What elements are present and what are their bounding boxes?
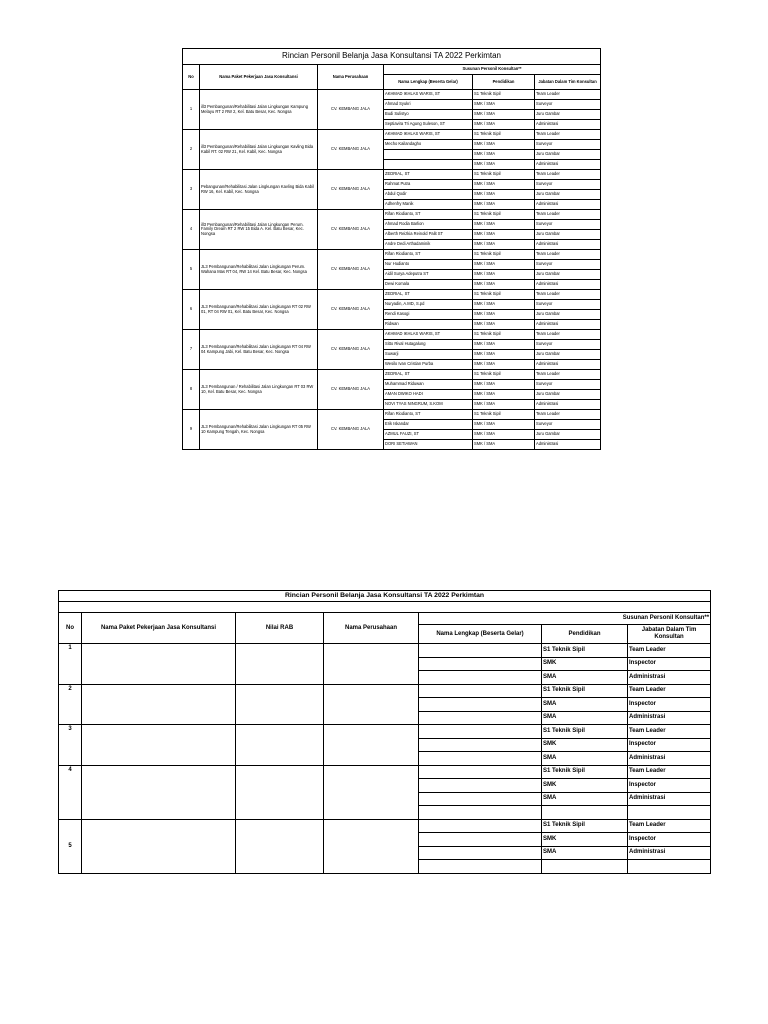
header-no: No [59,613,82,644]
personnel-name-cell [419,819,542,833]
header-susunan: Susunan Personil Konsultan** [419,613,711,625]
personnel-education: S1 Teknik Sipil [473,90,535,100]
personnel-education: SMA [542,698,628,712]
row-number: 5 [59,819,82,873]
package-name: Pebangunan/Rehabilitasi Jalan Lingkungan Kavling Bida Kabil RW 16, Kel. Kabil, Kec. Nongsa [200,170,318,210]
personnel-education: SMK / SMA [473,200,535,210]
personnel-role [628,806,711,820]
row-number: 1 [59,644,82,685]
personnel-education: S1 Teknik Sipil [542,725,628,739]
personnel-name [384,150,473,160]
package-name-cell [82,644,236,685]
table-row [59,819,711,833]
personnel-name-cell [419,738,542,752]
personnel-role: Administrasi [535,280,601,290]
personnel-name-cell [419,806,542,820]
header-perusahaan: Nama Perusahaan [318,65,384,90]
row-number: 5 [183,250,200,290]
package-name: ill3 Pembangunan/Rehabilitasi Jalan Lingkungan Kavling Bida Kabil RT. 02 RW 21, Kel. Kabil, Kec. Nongsa [200,130,318,170]
header-no: No [183,65,200,90]
personnel-role: Administrasi [628,792,711,806]
personnel-education: S1 Teknik Sipil [473,130,535,140]
personnel-education: SMK / SMA [473,360,535,370]
rab-value-cell [236,765,324,819]
package-name: JL3 Pembangunan/Rehabilitasi Jalan Lingkungan Perum. Wahana Mas RT 04, RW 14 Kel. Batu Besar, Kec. Nongsa [200,250,318,290]
personnel-education: SMA [542,752,628,766]
table-row [59,644,711,658]
personnel-education: S1 Teknik Sipil [473,210,535,220]
company-name: CV. KEMBANG JALA [318,290,384,330]
personnel-education: SMK / SMA [473,400,535,410]
personnel-role: Surveyor [535,340,601,350]
personnel-role: Inspector [628,779,711,793]
personnel-role: Juru Gambar [535,270,601,280]
personnel-education: SMK / SMA [473,180,535,190]
personnel-role: Administrasi [628,711,711,725]
personnel-name: Septiavira Tri Agung Suleson, ST [384,120,473,130]
company-name-cell [324,684,419,725]
personnel-role: Team Leader [628,765,711,779]
personnel-name: Dewi Komala [384,280,473,290]
row-number: 6 [183,290,200,330]
header-paket: Nama Paket Pekerjaan Jasa Konsultansi [82,613,236,644]
personnel-role: Surveyor [535,140,601,150]
row-number: 4 [183,210,200,250]
package-name: JL3 Pembangunan/Rehabilitasi Jalan Lingkungan RT 04 RW 04 Kampung Jabi, Kel. Batu Besar, Kec. Nongsa [200,330,318,370]
personnel-role: Administrasi [535,200,601,210]
personnel-name: AZMUL FAUZI, ST [384,430,473,440]
table-row [183,370,601,380]
personnel-name: Alberth Reizkia Reinold Palit ST [384,230,473,240]
spacer-row [59,602,711,613]
personnel-role: Inspector [628,833,711,847]
table-row [59,725,711,739]
personnel-education: S1 Teknik Sipil [542,765,628,779]
personnel-name: Adhenfry Manik [384,200,473,210]
personnel-role: Administrasi [535,440,601,450]
personnel-name-cell [419,779,542,793]
personnel-role: Team Leader [628,684,711,698]
header-paket: Nama Paket Pekerjaan Jasa Konsultansi [200,65,318,90]
personnel-name: Rifan Riodianto, ST [384,210,473,220]
row-number: 4 [59,765,82,819]
table-row [59,684,711,698]
personnel-name-cell [419,765,542,779]
table-row [183,330,601,340]
personnel-name-cell [419,657,542,671]
personnel-education: SMK / SMA [473,350,535,360]
personnel-education: SMK / SMA [473,320,535,330]
personnel-role: Team Leader [535,130,601,140]
personnel-name: Budi Sulistyo [384,110,473,120]
personnel-role: Administrasi [535,400,601,410]
company-name-cell [324,765,419,819]
company-name: CV. KEMBANG JALA [318,410,384,450]
personnel-name: DORI SETIAWAN [384,440,473,450]
personnel-name-cell [419,711,542,725]
personnel-name: Andre Dedi Arthadaminik [384,240,473,250]
personnel-role: Team Leader [535,210,601,220]
personnel-name: AKHMAD IKHLAS WARIS, ST [384,130,473,140]
personnel-table-filled [182,48,601,450]
personnel-education: SMK / SMA [473,260,535,270]
personnel-role: Team Leader [628,644,711,658]
personnel-education: S1 Teknik Sipil [542,819,628,833]
table-row [183,250,601,260]
personnel-name: Nuryadin, A.MD, S.pd [384,300,473,310]
personnel-name: ZEDRIAL, ST [384,170,473,180]
personnel-role: Team Leader [535,170,601,180]
row-number: 3 [59,725,82,766]
personnel-role: Administrasi [535,160,601,170]
personnel-name: ZEDRIAL, ST [384,370,473,380]
personnel-education: SMK / SMA [473,380,535,390]
personnel-name: ZEDRIAL, ST [384,290,473,300]
personnel-name: AKHMAD IKHLAS WARIS, ST [384,330,473,340]
header-pendidikan: Pendidikan [473,75,535,90]
rab-value-cell [236,725,324,766]
package-name-cell [82,765,236,819]
table-row [183,130,601,140]
personnel-role: Team Leader [628,819,711,833]
personnel-name: AMAN DWIKO HADI [384,390,473,400]
personnel-name-cell [419,833,542,847]
personnel-name: Aidil Surya Adeputra ST [384,270,473,280]
personnel-education: SMK / SMA [473,100,535,110]
personnel-name: Wesilo Ivan Cristian Purba [384,360,473,370]
table-row [183,410,601,420]
personnel-name: Ahmad Rodia Barlion [384,220,473,230]
personnel-name-cell [419,644,542,658]
personnel-role: Administrasi [535,320,601,330]
personnel-role: Juru Gambar [535,150,601,160]
package-name: JL3 Pembangunan/Rehabilitasi Jalan Lingkungan RT 05 RW 10 Kampung Tengah, Kec. Nongsa [200,410,318,450]
header-susunan: Susunan Personil Konsultan** [384,65,601,75]
package-name-cell [82,684,236,725]
personnel-name: Rifan Riodianto, ST [384,250,473,260]
personnel-education: SMK [542,738,628,752]
header-perusahaan: Nama Perusahaan [324,613,419,644]
table-title: Rincian Personil Belanja Jasa Konsultansi TA 2022 Perkimtan [183,49,601,65]
personnel-role: Administrasi [535,120,601,130]
table-row [183,210,601,220]
row-number: 9 [183,410,200,450]
personnel-role: Administrasi [628,846,711,860]
personnel-role: Team Leader [535,250,601,260]
personnel-education: SMK / SMA [473,150,535,160]
package-name: JL3 Pembangunan / Rehabilitasi Jalan Lingkungan RT 03 RW 10, Kel. Batu Besar, Kec. Nongsa [200,370,318,410]
table-row [183,90,601,100]
company-name: CV. KEMBANG JALA [318,250,384,290]
personnel-role: Team Leader [535,90,601,100]
personnel-name: Suwarji [384,350,473,360]
personnel-education: SMK / SMA [473,270,535,280]
personnel-role: Team Leader [535,410,601,420]
personnel-education: SMA [542,792,628,806]
personnel-education: SMK [542,833,628,847]
row-number: 8 [183,370,200,410]
personnel-name: Mecho Kailandagho [384,140,473,150]
personnel-role: Surveyor [535,180,601,190]
personnel-role: Surveyor [535,380,601,390]
company-name: CV. KEMBANG JALA [318,90,384,130]
company-name: CV. KEMBANG JALA [318,370,384,410]
personnel-education: SMA [542,671,628,685]
personnel-role: Team Leader [535,290,601,300]
personnel-education: S1 Teknik Sipil [473,170,535,180]
personnel-education: S1 Teknik Sipil [473,290,535,300]
row-number: 2 [59,684,82,725]
personnel-role: Juru Gambar [535,430,601,440]
personnel-name: Rendi Kasogi [384,310,473,320]
personnel-name: Sitto Rival Hutagalung [384,340,473,350]
personnel-name-cell [419,860,542,874]
personnel-education: SMK / SMA [473,440,535,450]
personnel-name-cell [419,698,542,712]
personnel-education: S1 Teknik Sipil [542,644,628,658]
personnel-education: SMK / SMA [473,340,535,350]
personnel-role: Surveyor [535,420,601,430]
personnel-name-cell [419,684,542,698]
personnel-name-cell [419,752,542,766]
personnel-role: Surveyor [535,300,601,310]
personnel-education: S1 Teknik Sipil [473,370,535,380]
personnel-role: Administrasi [628,671,711,685]
personnel-role: Team Leader [628,725,711,739]
personnel-name: AKHMAD IKHLAS WARIS, ST [384,90,473,100]
personnel-education: SMK / SMA [473,280,535,290]
personnel-education: SMK / SMA [473,390,535,400]
personnel-role: Juru Gambar [535,350,601,360]
personnel-education: S1 Teknik Sipil [473,250,535,260]
personnel-role: Juru Gambar [535,310,601,320]
personnel-name: Nur Hudianto [384,260,473,270]
header-pendidikan: Pendidikan [542,625,628,644]
personnel-education: S1 Teknik Sipil [542,684,628,698]
personnel-role: Administrasi [535,240,601,250]
personnel-name-cell [419,725,542,739]
company-name: CV. KEMBANG JALA [318,210,384,250]
personnel-name: Abdul Qodir [384,190,473,200]
header-rab: Nilai RAB [236,613,324,644]
personnel-education: SMA [542,711,628,725]
personnel-name: Muhammad Riduwan [384,380,473,390]
rab-value-cell [236,819,324,873]
package-name: ill3 Pembangunan/Rehabilitasi Jalan Lingkungan Perum. Family Dream RT 2 RW 15 Bida A. Kel. Batu Besar, Kec. Nongsa [200,210,318,250]
header-jabatan: Jabatan Dalam Tim Konsultan [535,75,601,90]
rab-value-cell [236,684,324,725]
personnel-education: SMK [542,657,628,671]
personnel-education: S1 Teknik Sipil [473,330,535,340]
header-nama: Nama Lengkap (Beserta Gelar) [419,625,542,644]
row-number: 3 [183,170,200,210]
personnel-education: SMK / SMA [473,310,535,320]
personnel-education: SMA [542,846,628,860]
header-nama: Nama Lengkap (Beserta Gelar) [384,75,473,90]
personnel-name: NOVI TYAS NINGRUM, S.KOM [384,400,473,410]
personnel-role: Surveyor [535,260,601,270]
personnel-education: SMK / SMA [473,160,535,170]
table-row [59,765,711,779]
personnel-name: Ahmad Syukri [384,100,473,110]
row-number: 1 [183,90,200,130]
company-name: CV. KEMBANG JALA [318,170,384,210]
rab-value-cell [236,644,324,685]
personnel-role: Administrasi [535,360,601,370]
personnel-education: SMK / SMA [473,120,535,130]
personnel-role: Juru Gambar [535,110,601,120]
company-name-cell [324,819,419,873]
personnel-role: Administrasi [628,752,711,766]
personnel-role [628,860,711,874]
table-title: Rincian Personil Belanja Jasa Konsultansi TA 2022 Perkimtan [59,591,711,602]
personnel-name: Ridwan [384,320,473,330]
personnel-education: SMK [542,779,628,793]
package-name: ill3 Pembangunan/Rehabilitasi Jalan Lingkungan Kampung Melayu RT 2 RW 2, Kel. Batu Besar, Kec. Nongsa [200,90,318,130]
personnel-education [542,806,628,820]
company-name-cell [324,644,419,685]
personnel-role: Juru Gambar [535,230,601,240]
personnel-education [542,860,628,874]
personnel-role: Juru Gambar [535,190,601,200]
company-name: CV. KEMBANG JALA [318,330,384,370]
personnel-education: SMK / SMA [473,420,535,430]
personnel-role: Inspector [628,698,711,712]
personnel-role: Team Leader [535,370,601,380]
personnel-role: Inspector [628,657,711,671]
personnel-education: SMK / SMA [473,430,535,440]
package-name: JL3 Pembangunan/Rehabilitasi Jalan Lingkungan RT 02 RW 01, RT 04 RW 01, Kel. Batu Besar, Kec. Nongsa [200,290,318,330]
package-name-cell [82,819,236,873]
personnel-name-cell [419,671,542,685]
personnel-role: Surveyor [535,220,601,230]
table-row [183,290,601,300]
header-jabatan: Jabatan Dalam Tim Konsultan [628,625,711,644]
row-number: 7 [183,330,200,370]
personnel-name: Rifan Riodianto, ST [384,410,473,420]
personnel-education: SMK / SMA [473,240,535,250]
personnel-education: S1 Teknik Sipil [473,410,535,420]
company-name: CV. KEMBANG JALA [318,130,384,170]
personnel-role: Surveyor [535,100,601,110]
table-row [183,170,601,180]
personnel-education: SMK / SMA [473,300,535,310]
personnel-name-cell [419,792,542,806]
personnel-role: Inspector [628,738,711,752]
personnel-role: Juru Gambar [535,390,601,400]
personnel-education: SMK / SMA [473,190,535,200]
row-number: 2 [183,130,200,170]
personnel-education: SMK / SMA [473,140,535,150]
personnel-education: SMK / SMA [473,220,535,230]
company-name-cell [324,725,419,766]
personnel-name [384,160,473,170]
personnel-education: SMK / SMA [473,230,535,240]
personnel-name: Rahmat Putra [384,180,473,190]
package-name-cell [82,725,236,766]
personnel-education: SMK / SMA [473,110,535,120]
personnel-name: Erik Iskandar [384,420,473,430]
personnel-table-template [58,590,711,874]
personnel-name-cell [419,846,542,860]
personnel-role: Team Leader [535,330,601,340]
